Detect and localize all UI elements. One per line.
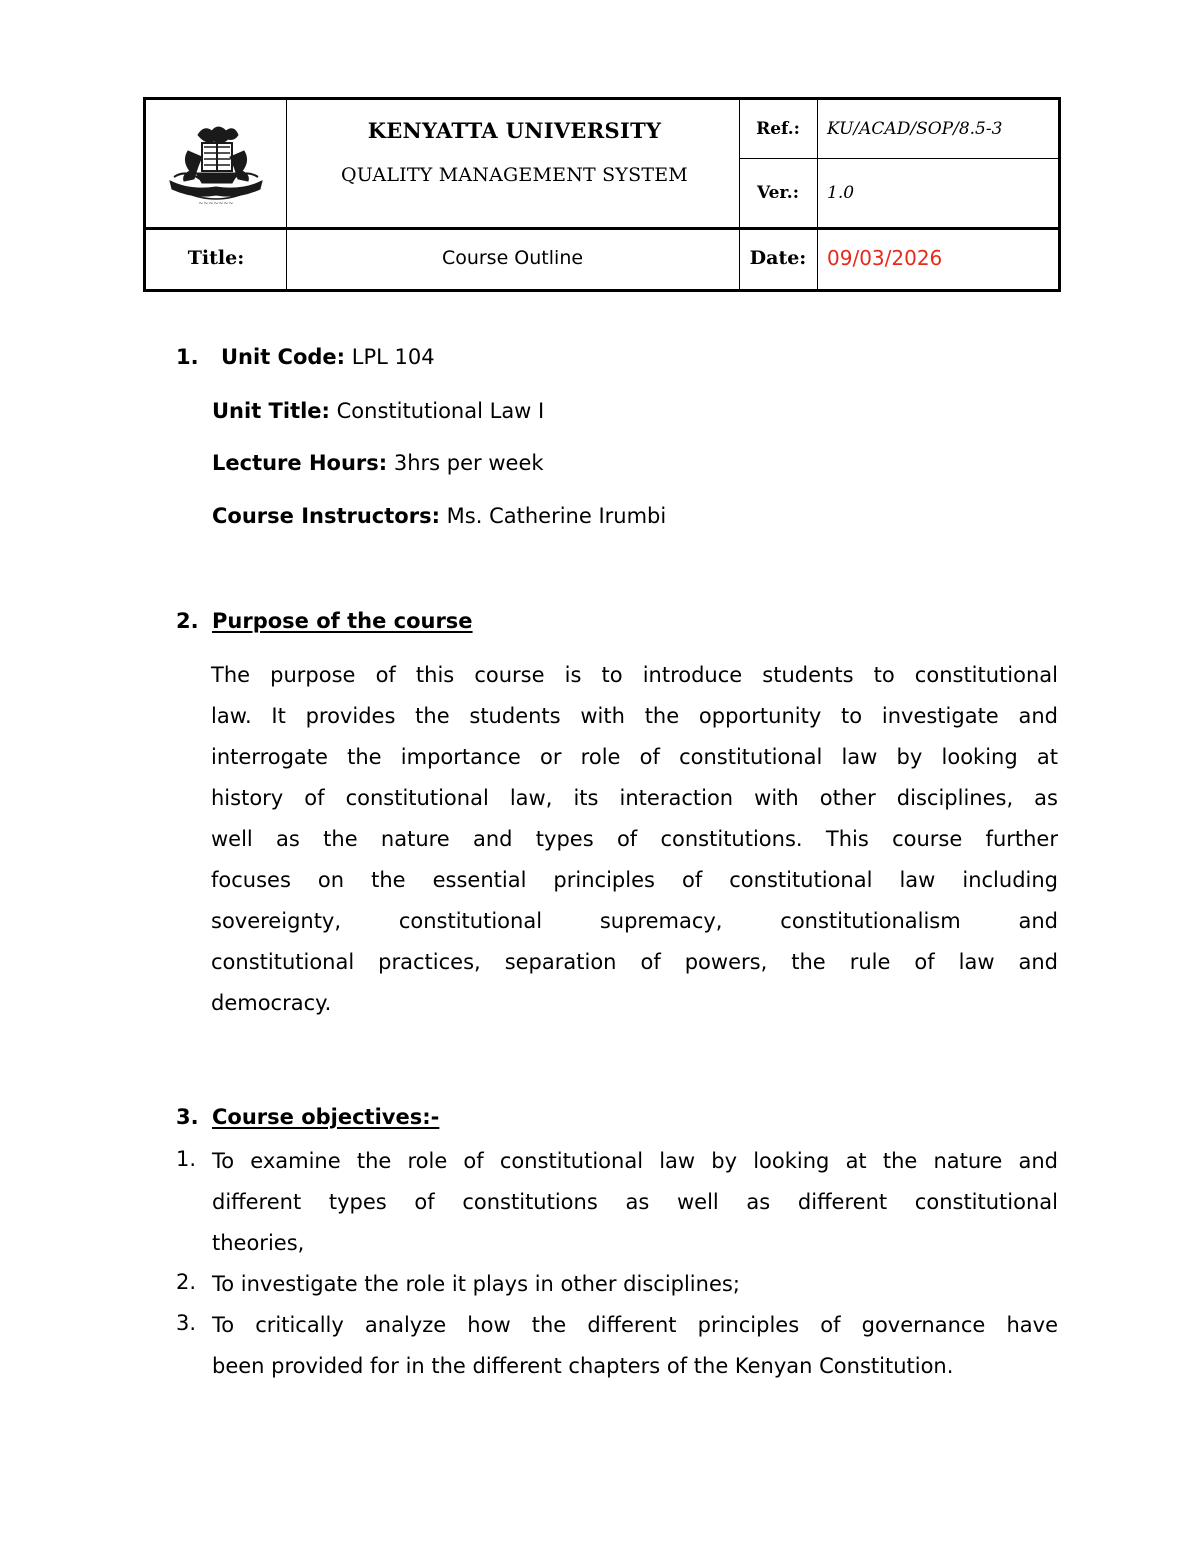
lecture-hours-label: Lecture Hours: xyxy=(212,451,388,475)
list-number: 2. xyxy=(176,1270,197,1294)
system-name: QUALITY MANAGEMENT SYSTEM xyxy=(341,164,688,186)
paragraph-line: sovereignty, constitutional supremacy, constitutionalism and xyxy=(211,909,1058,933)
date-label: Date: xyxy=(749,247,807,269)
paragraph-line: focuses on the essential principles of constitutional law including xyxy=(211,868,1058,892)
unit-title-value: Constitutional Law I xyxy=(336,399,545,423)
ref-label: Ref.: xyxy=(756,119,800,139)
objectives-heading: Course objectives:- xyxy=(212,1105,440,1129)
header-table xyxy=(143,97,1061,292)
title-value: Course Outline xyxy=(441,247,584,269)
unit-title-line xyxy=(212,399,544,423)
instructors-label: Course Instructors: xyxy=(212,504,440,528)
lecture-hours-value: 3hrs per week xyxy=(393,451,544,475)
list-number: 1. xyxy=(176,1147,197,1171)
objective-line: different types of constitutions as well as different constitutional xyxy=(212,1190,1058,1214)
objective-line: been provided for in the different chapters of the Kenyan Constitution. xyxy=(212,1354,954,1378)
ver-value-cell xyxy=(817,158,1058,227)
objective-item xyxy=(212,1141,1058,1264)
ref-label-cell xyxy=(739,100,817,158)
paragraph-line: interrogate the importance or role of constitutional law by looking at xyxy=(211,745,1058,769)
section-number: 2. xyxy=(176,609,199,633)
ver-label-cell xyxy=(739,158,817,227)
unit-code-value: LPL 104 xyxy=(351,345,435,369)
paragraph-line: well as the nature and types of constitutions. This course further xyxy=(211,827,1058,851)
paragraph-line: law. It provides the students with the opportunity to investigate and xyxy=(211,704,1058,728)
section-number: 1. xyxy=(176,345,199,369)
ver-value: 1.0 xyxy=(827,182,855,203)
instructors-line xyxy=(212,504,666,528)
title-label xyxy=(188,247,244,269)
ref-value-cell xyxy=(817,100,1058,158)
lecture-hours-line xyxy=(212,451,544,475)
university-crest-icon xyxy=(168,121,264,207)
objective-item xyxy=(212,1264,1058,1305)
date-label-cell xyxy=(739,227,817,289)
university-name: KENYATTA UNIVERSITY xyxy=(367,118,662,143)
objective-line: To examine the role of constitutional law by looking at the nature and xyxy=(212,1149,1058,1173)
date-value: 09/03/2026 xyxy=(827,246,943,270)
title-label-text: Title: xyxy=(187,247,245,269)
logo-cell xyxy=(146,100,286,227)
instructors-value: Ms. Catherine Irumbi xyxy=(446,504,667,528)
paragraph-line: democracy. xyxy=(211,991,332,1015)
ver-label: Ver.: xyxy=(756,182,800,203)
unit-code-line xyxy=(221,345,435,369)
purpose-paragraph xyxy=(211,655,1058,1024)
list-number: 3. xyxy=(176,1311,197,1335)
unit-code-label: Unit Code: xyxy=(221,345,346,369)
unit-title-label: Unit Title: xyxy=(212,399,330,423)
purpose-heading: Purpose of the course xyxy=(212,609,473,633)
date-value-cell xyxy=(817,227,1058,289)
title-label-cell xyxy=(146,227,286,289)
ref-value: KU/ACAD/SOP/8.5-3 xyxy=(827,119,1003,139)
paragraph-line: The purpose of this course is to introduce students to constitutional xyxy=(211,663,1058,687)
section-number: 3. xyxy=(176,1105,199,1129)
paragraph-line: constitutional practices, separation of powers, the rule of law and xyxy=(211,950,1058,974)
objective-line: theories, xyxy=(212,1231,305,1255)
title-value-cell xyxy=(286,227,739,289)
svg-text:~~~~~~~: ~~~~~~~ xyxy=(198,199,234,207)
objective-line: To critically analyze how the different principles of governance have xyxy=(212,1313,1058,1337)
objective-line: To investigate the role it plays in other disciplines; xyxy=(212,1272,740,1296)
objective-item xyxy=(212,1305,1058,1387)
paragraph-line: history of constitutional law, its interaction with other disciplines, as xyxy=(211,786,1058,810)
